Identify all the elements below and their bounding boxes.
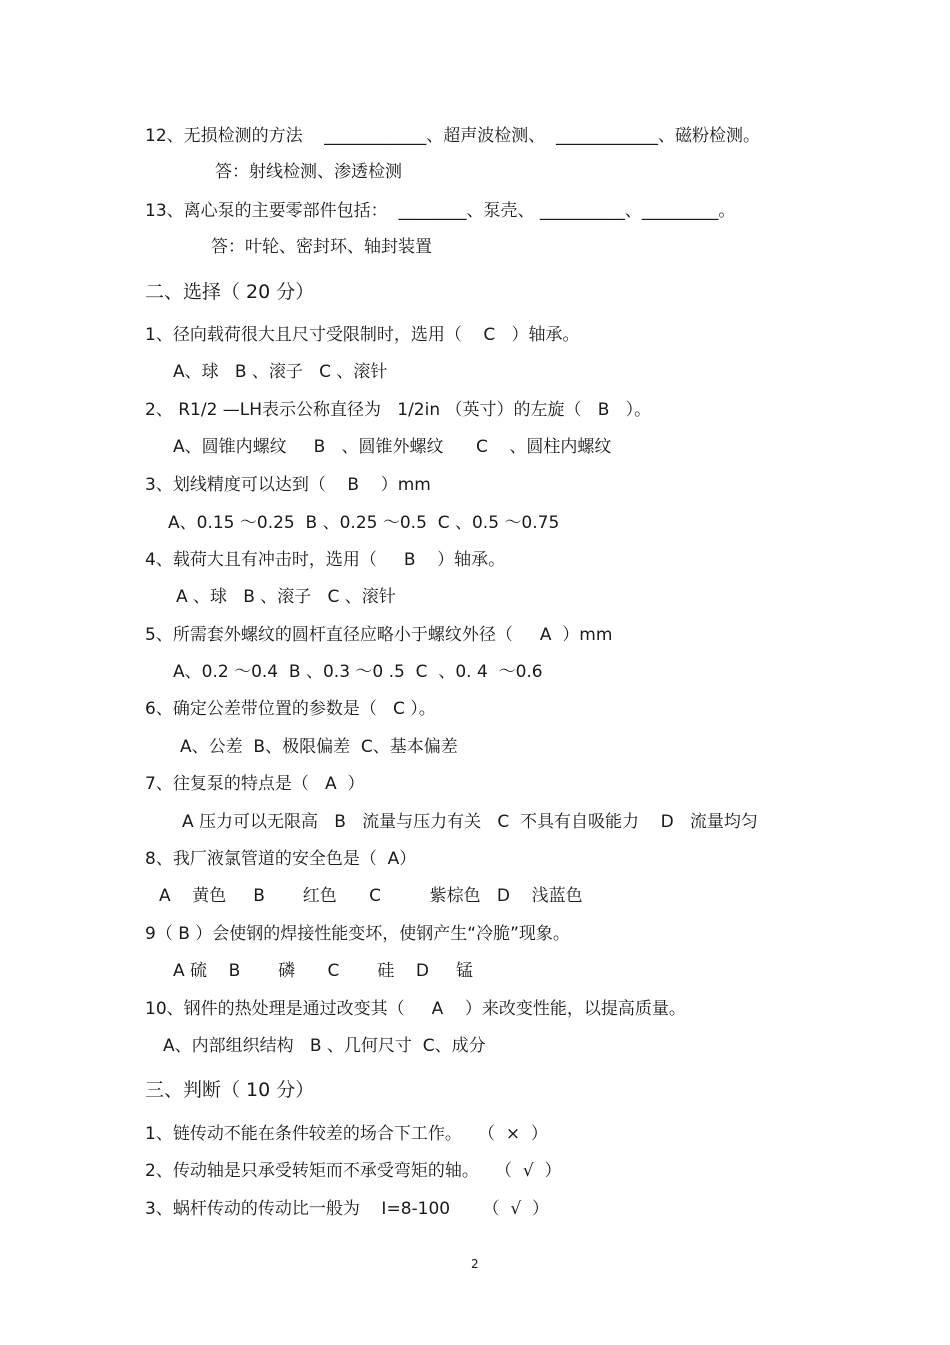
choice-q6: 6、确定公差带位置的参数是（ C ）。	[145, 699, 436, 719]
section-heading-choice: 二、选择（ 20 分）	[145, 281, 315, 303]
page-number: 2	[471, 1257, 479, 1271]
choice-q2-options: A、圆锥内螺纹 B 、圆锥外螺纹 C 、圆柱内螺纹	[173, 437, 612, 457]
judge-q1: 1、链传动不能在条件较差的场合下工作。 （ × ）	[145, 1124, 548, 1144]
choice-q4: 4、载荷大且有冲击时，选用（ B ）轴承。	[145, 550, 506, 570]
choice-q2: 2、 R1/2 —LH表示公称直径为 1/2in （英寸）的左旋（ B ）。	[145, 400, 652, 420]
judge-q3: 3、蜗杆传动的传动比一般为 I=8-100 （ √ ）	[145, 1199, 549, 1219]
line-q12: 12、无损检测的方法 ____________、超声波检测、 ____________、磁粉检测。	[145, 126, 761, 146]
choice-q6-options: A、公差 B、极限偏差 C、基本偏差	[180, 737, 458, 757]
judge-q2: 2、传动轴是只承受转矩而不承受弯矩的轴。 （ √ ）	[145, 1161, 562, 1181]
answer-q12: 答：射线检测、渗透检测	[215, 162, 402, 182]
choice-q3-options: A、0.15 ～0.25 B 、0.25 ～0.5 C 、0.5 ～0.75	[168, 513, 560, 533]
choice-q9: 9（ B ）会使钢的焊接性能变坏，使钢产生“冷脆”现象。	[145, 924, 570, 944]
choice-q5-options: A、0.2 ～0.4 B 、0.3 ～0 .5 C 、0. 4 ～0.6	[173, 662, 543, 682]
answer-q13: 答：叶轮、密封环、轴封装置	[211, 237, 432, 257]
line-q13: 13、离心泵的主要零部件包括： ________、泵壳、 __________、_________。	[145, 201, 736, 221]
choice-q8-options: A 黄色 B 红色 C 紫棕色 D 浅蓝色	[159, 886, 583, 906]
choice-q10: 10、钢件的热处理是通过改变其（ A ）来改变性能，以提高质量。	[145, 999, 686, 1019]
choice-q1: 1、径向载荷很大且尺寸受限制时，选用（ C ）轴承。	[145, 325, 580, 345]
choice-q7-options: A 压力可以无限高 B 流量与压力有关 C 不具有自吸能力 D 流量均匀	[182, 812, 758, 832]
section-heading-judgement: 三、判断（ 10 分）	[145, 1079, 315, 1101]
choice-q5: 5、所需套外螺纹的圆杆直径应略小于螺纹外径（ A ）mm	[145, 625, 613, 645]
choice-q3: 3、划线精度可以达到（ B ）mm	[145, 475, 431, 495]
choice-q9-options: A 硫 B 磷 C 硅 D 锰	[173, 961, 473, 981]
choice-q4-options: A 、球 B 、滚子 C 、滚针	[176, 587, 396, 607]
choice-q8: 8、我厂液氯管道的安全色是（ A）	[145, 849, 417, 869]
choice-q10-options: A、内部组织结构 B 、几何尺寸 C、成分	[163, 1036, 486, 1056]
choice-q1-options: A、球 B 、滚子 C 、滚针	[173, 362, 388, 382]
choice-q7: 7、往复泵的特点是（ A ）	[145, 774, 365, 794]
